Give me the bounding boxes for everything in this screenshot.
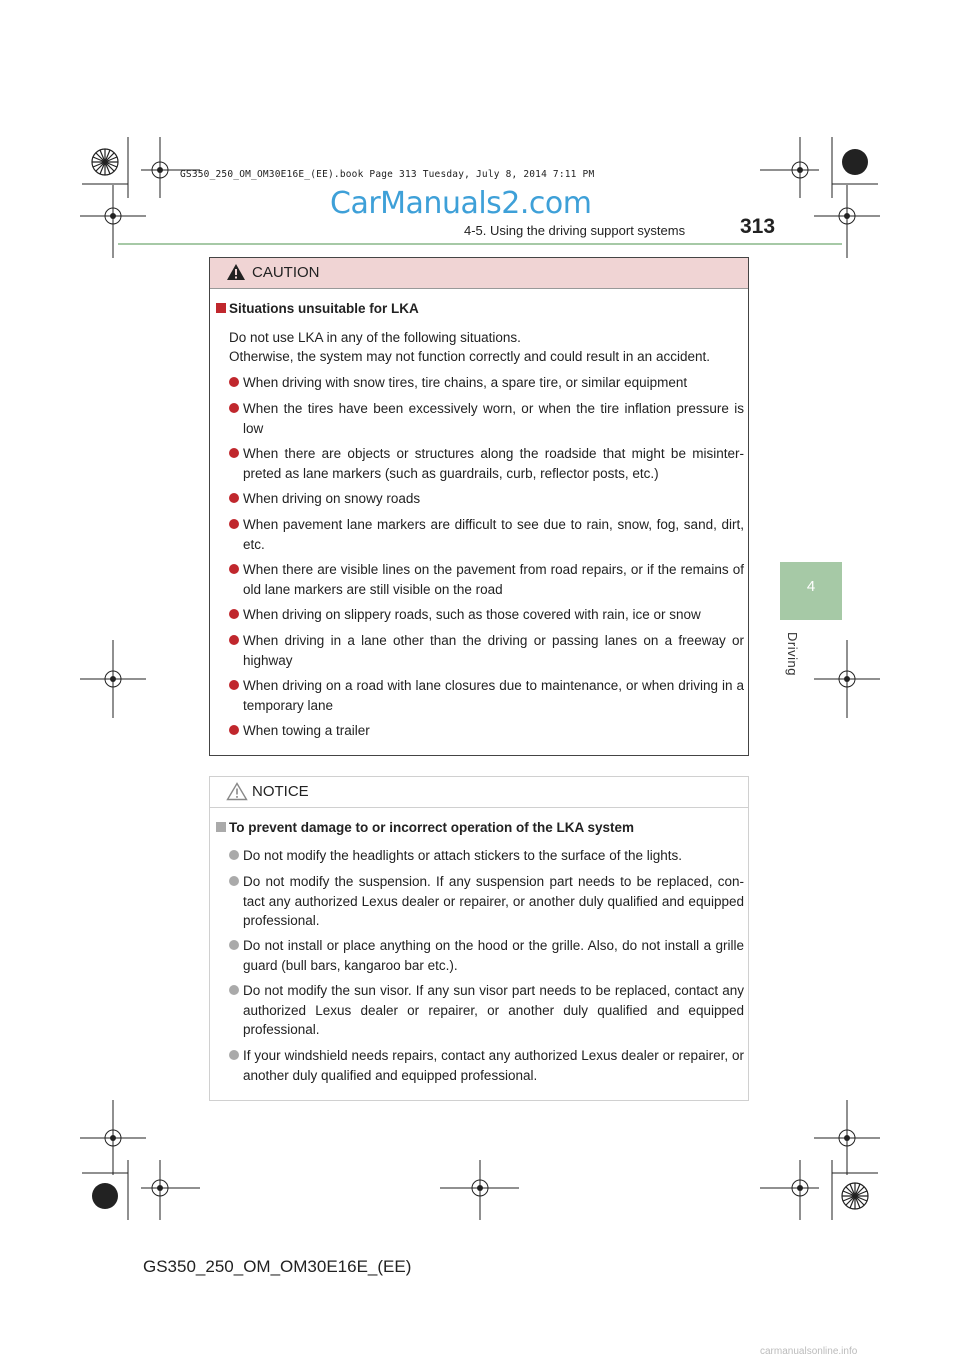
bullet-dot-icon <box>229 876 239 886</box>
bullet-dot-icon <box>229 1050 239 1060</box>
list-item: When there are visible lines on the pavement from road repairs, or if the remains of old lane markers are still visible on the road <box>229 560 744 599</box>
list-item: Do not modify the suspension. If any suspension part needs to be replaced, con-tact any authorized Lexus dealer or repairer, or another duly qualified and equipped professional. <box>229 872 744 931</box>
bullet-dot-icon <box>229 850 239 860</box>
bullet-dot-icon <box>229 564 239 574</box>
notice-box <box>209 776 749 1101</box>
header-rule <box>118 243 842 245</box>
caution-header <box>210 258 748 289</box>
list-item: If your windshield needs repairs, contact any authorized Lexus dealer or repairer, or another duly qualified and equipped professional. <box>229 1046 744 1085</box>
file-info-line: GS350_250_OM_OM30E16E_(EE).book Page 313 Tuesday, July 8, 2014 7:11 PM <box>180 169 595 180</box>
bullet-dot-icon <box>229 725 239 735</box>
bullet-dot-icon <box>229 940 239 950</box>
bullet-dot-icon <box>229 403 239 413</box>
caution-intro-line-2: Otherwise, the system may not function correctly and could result in an accident. <box>229 349 710 364</box>
list-item: When driving in a lane other than the driving or passing lanes on a freeway or highway <box>229 631 744 670</box>
bullet-dot-icon <box>229 985 239 995</box>
caution-subhead: Situations unsuitable for LKA <box>216 301 419 316</box>
bullet-dot-icon <box>229 377 239 387</box>
notice-title: NOTICE <box>252 783 309 800</box>
list-item: When driving on a road with lane closures due to maintenance, or when driving in a temporary lane <box>229 676 744 715</box>
square-bullet-icon <box>216 303 226 313</box>
list-item: When the tires have been excessively worn, or when the tire inflation pressure is low <box>229 399 744 438</box>
caution-intro-line-1: Do not use LKA in any of the following situations. <box>229 330 521 345</box>
list-item: When pavement lane markers are difficult to see due to rain, snow, fog, sand, dirt, etc. <box>229 515 744 554</box>
bullet-dot-icon <box>229 448 239 458</box>
list-item: When driving with snow tires, tire chains, a spare tire, or similar equipment <box>229 373 744 393</box>
page-number: 313 <box>740 215 776 238</box>
list-item: Do not install or place anything on the hood or the grille. Also, do not install a grille guard (bull bars, kangaroo bar etc.). <box>229 936 744 975</box>
list-item: When there are objects or structures along the roadside that might be misinter-preted as lane markers (such as guardrails, curb, reflector posts, etc.) <box>229 444 744 483</box>
list-item: Do not modify the headlights or attach stickers to the surface of the lights. <box>229 846 744 866</box>
watermark-logo: CarManuals2.com <box>330 186 592 221</box>
square-bullet-icon <box>216 822 226 832</box>
list-item: When driving on snowy roads <box>229 489 744 509</box>
list-item: Do not modify the sun visor. If any sun visor part needs to be replaced, contact any authorized Lexus dealer or repairer, or another duly qualified and equipped professional. <box>229 981 744 1040</box>
section-title: 4-5. Using the driving support systems <box>464 223 686 238</box>
warning-triangle-outline-icon <box>226 782 248 801</box>
list-item: When driving on slippery roads, such as those covered with rain, ice or snow <box>229 605 744 625</box>
chapter-tab <box>780 562 842 620</box>
caution-box <box>209 257 749 756</box>
caution-title: CAUTION <box>252 264 320 281</box>
warning-triangle-icon <box>226 263 246 281</box>
chapter-label: Driving <box>785 632 800 676</box>
list-item: When towing a trailer <box>229 721 744 741</box>
watermark-site: carmanualsonline.info <box>760 1346 858 1357</box>
chapter-number: 4 <box>806 578 816 595</box>
bullet-dot-icon <box>229 493 239 503</box>
document-code-footer: GS350_250_OM_OM30E16E_(EE) <box>143 1257 412 1276</box>
bullet-dot-icon <box>229 519 239 529</box>
notice-header <box>210 777 748 808</box>
bullet-dot-icon <box>229 680 239 690</box>
bullet-dot-icon <box>229 635 239 645</box>
notice-subhead: To prevent damage to or incorrect operation of the LKA system <box>216 820 634 835</box>
bullet-dot-icon <box>229 609 239 619</box>
